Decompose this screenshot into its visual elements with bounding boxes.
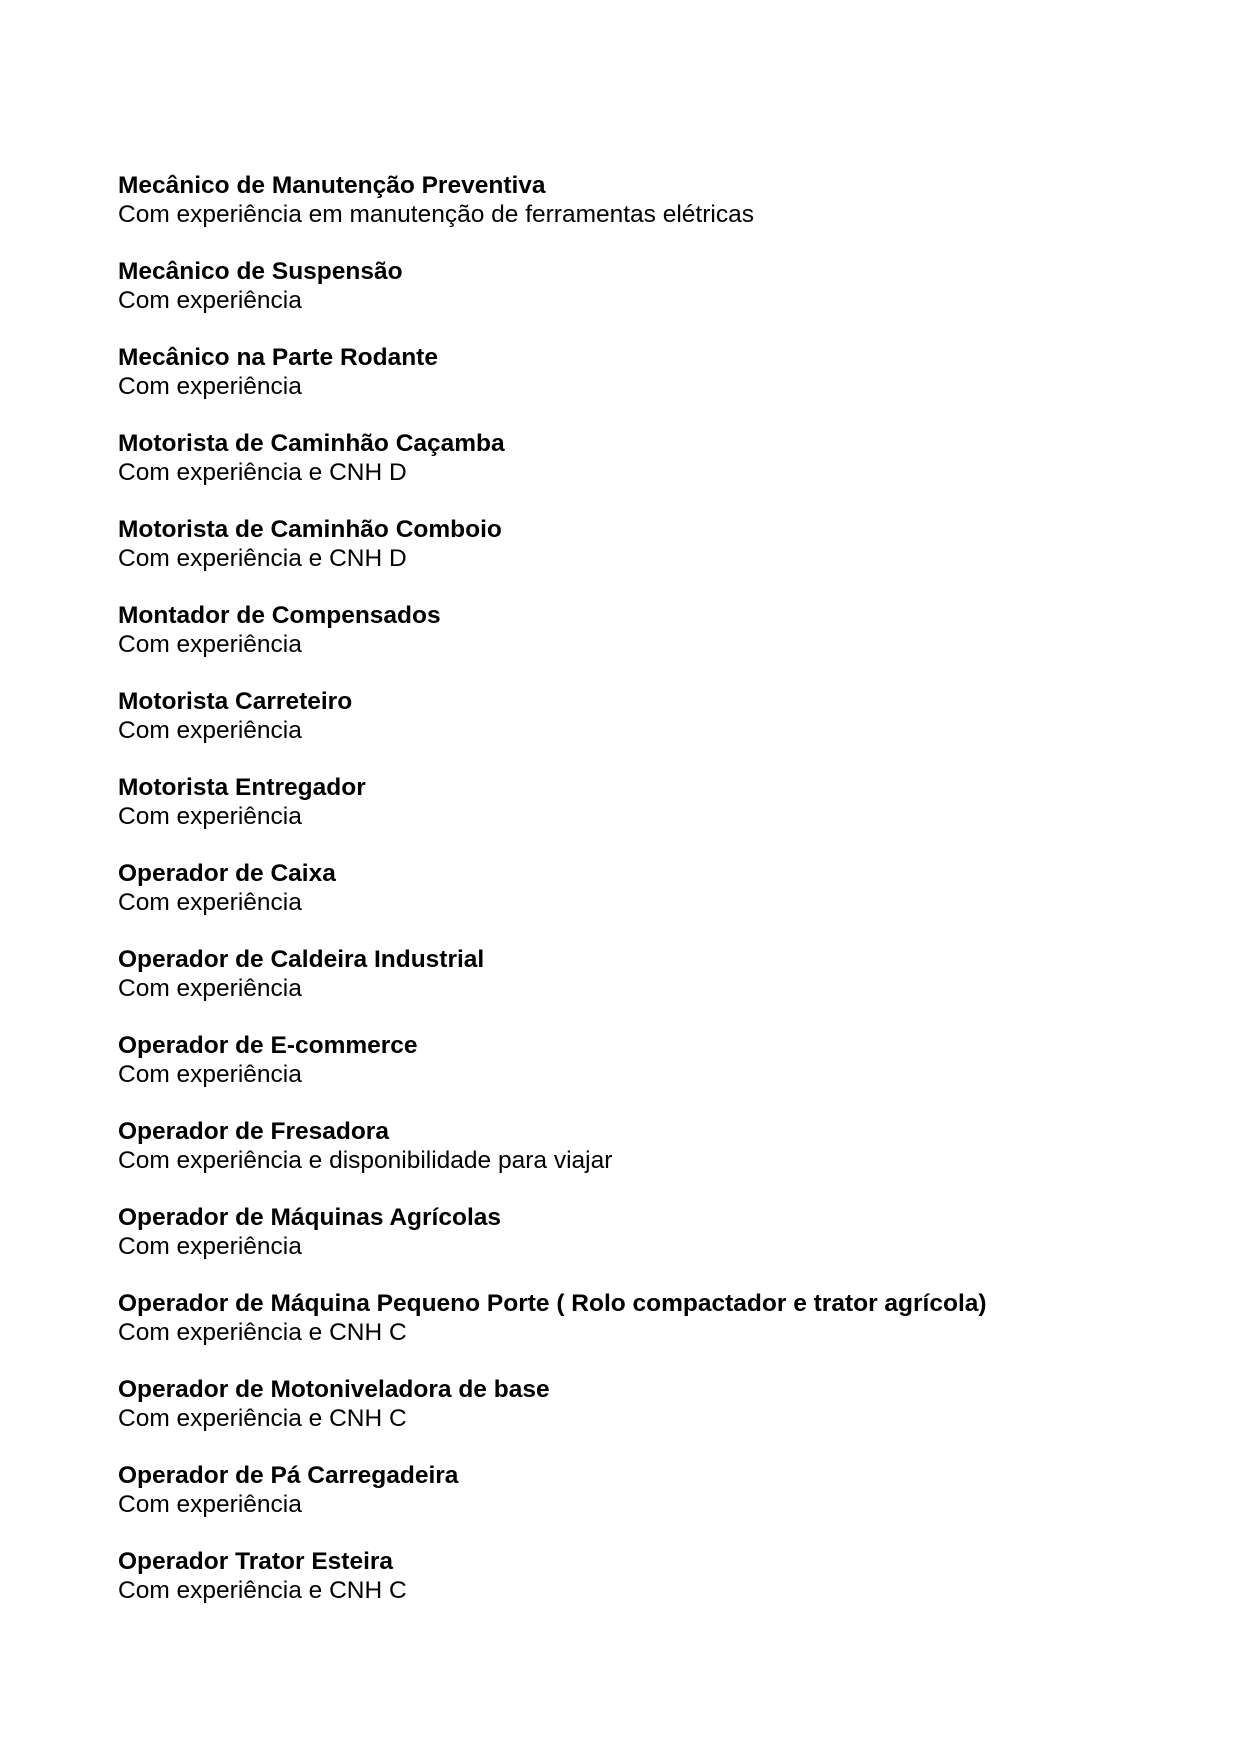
job-title: Mecânico na Parte Rodante	[118, 344, 438, 371]
job-list	[118, 171, 1178, 1633]
job-title: Mecânico de Suspensão	[118, 258, 403, 285]
job-title: Operador de Máquinas Agrícolas	[118, 1204, 502, 1231]
job-description: Com experiência e CNH D	[118, 459, 407, 486]
job-description: Com experiência e CNH C	[118, 1405, 407, 1432]
job-description: Com experiência em manutenção de ferramentas elétricas	[118, 201, 754, 228]
job-description: Com experiência e CNH C	[118, 1319, 407, 1346]
job-entry	[118, 687, 1178, 773]
job-title: Motorista de Caminhão Comboio	[118, 516, 502, 543]
job-description: Com experiência	[118, 373, 302, 400]
job-title: Operador Trator Esteira	[118, 1548, 394, 1575]
job-description: Com experiência	[118, 1491, 302, 1518]
job-description: Com experiência	[118, 1233, 302, 1260]
job-entry	[118, 1203, 1178, 1289]
job-entry	[118, 1461, 1178, 1547]
job-entry	[118, 601, 1178, 687]
job-entry	[118, 171, 1178, 257]
job-description: Com experiência	[118, 1061, 302, 1088]
job-entry	[118, 343, 1178, 429]
job-entry	[118, 429, 1178, 515]
job-description: Com experiência	[118, 975, 302, 1002]
job-description: Com experiência e CNH D	[118, 545, 407, 572]
job-description: Com experiência	[118, 803, 302, 830]
job-title: Operador de E-commerce	[118, 1032, 418, 1059]
job-title: Operador de Motoniveladora de base	[118, 1376, 550, 1403]
job-description: Com experiência e CNH C	[118, 1577, 407, 1604]
job-description: Com experiência	[118, 631, 302, 658]
job-description: Com experiência	[118, 717, 302, 744]
job-entry	[118, 1375, 1178, 1461]
job-title: Operador de Caixa	[118, 860, 336, 887]
job-title: Operador de Caldeira Industrial	[118, 946, 485, 973]
job-entry	[118, 257, 1178, 343]
job-entry	[118, 1031, 1178, 1117]
job-description: Com experiência	[118, 889, 302, 916]
job-title: Motorista Carreteiro	[118, 688, 353, 715]
job-entry	[118, 1547, 1178, 1633]
job-title: Motorista Entregador	[118, 774, 366, 801]
job-entry	[118, 859, 1178, 945]
job-title: Operador de Fresadora	[118, 1118, 389, 1145]
job-title: Operador de Pá Carregadeira	[118, 1462, 459, 1489]
job-description: Com experiência e disponibilidade para viajar	[118, 1147, 613, 1174]
job-entry	[118, 515, 1178, 601]
job-title: Operador de Máquina Pequeno Porte ( Rolo compactador e trator agrícola)	[118, 1290, 987, 1317]
job-title: Mecânico de Manutenção Preventiva	[118, 172, 546, 199]
job-description: Com experiência	[118, 287, 302, 314]
job-entry	[118, 945, 1178, 1031]
job-entry	[118, 1117, 1178, 1203]
job-title: Motorista de Caminhão Caçamba	[118, 430, 505, 457]
job-entry	[118, 773, 1178, 859]
job-title: Montador de Compensados	[118, 602, 441, 629]
job-entry	[118, 1289, 1178, 1375]
